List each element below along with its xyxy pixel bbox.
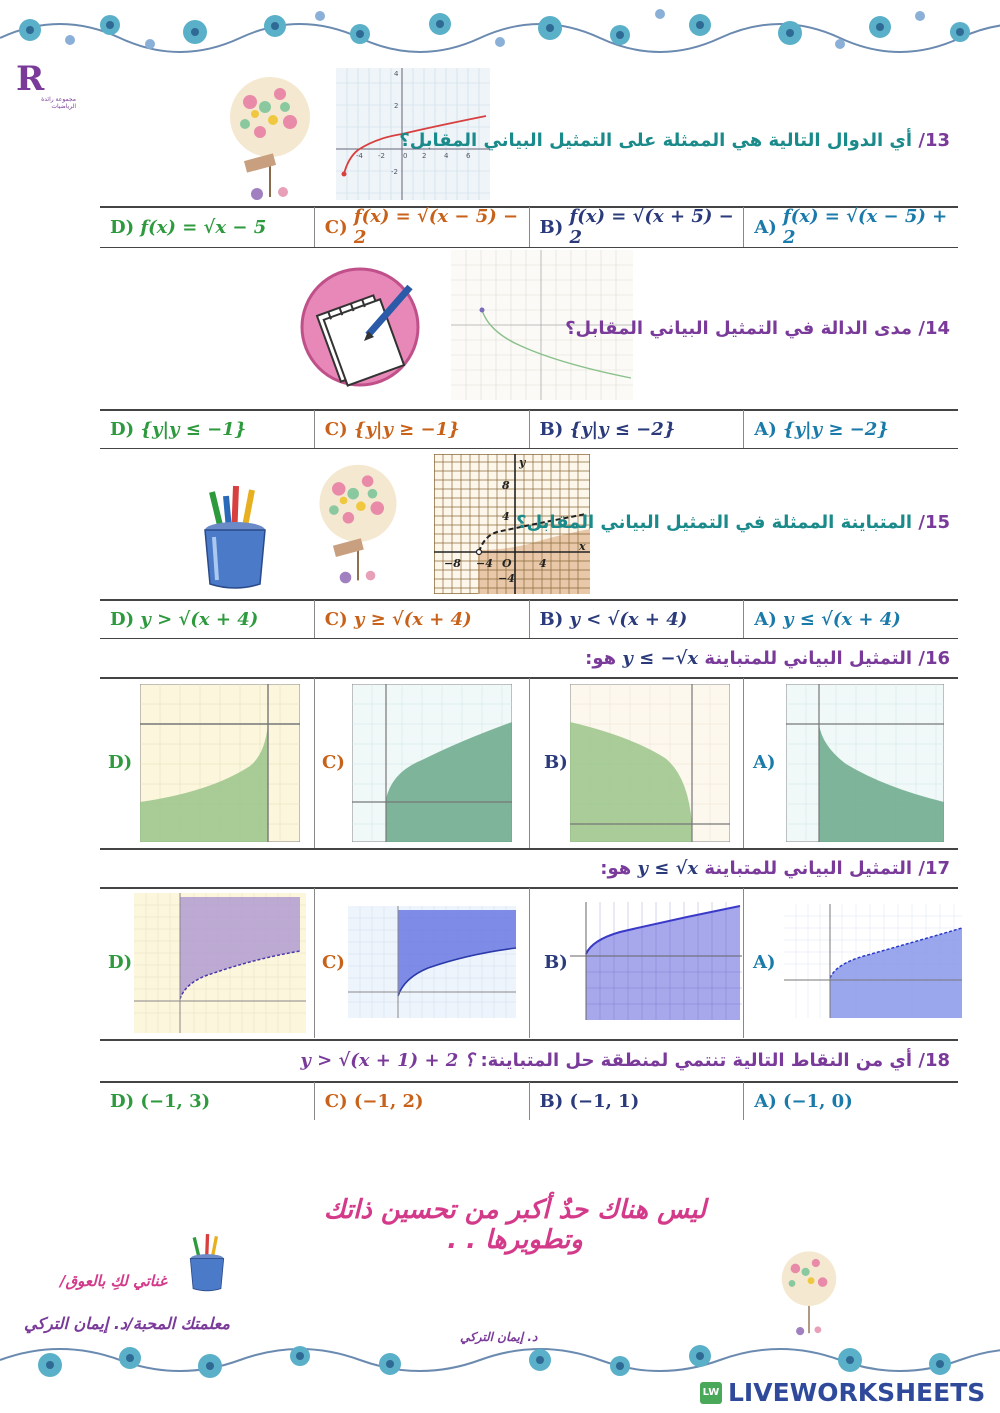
- q18-option-a[interactable]: [744, 1082, 958, 1120]
- q13-options: [100, 207, 958, 248]
- q17-inequality: y ≤ √x: [637, 858, 699, 879]
- q17-graph-a: [784, 904, 962, 1018]
- q15-option-c[interactable]: [315, 600, 530, 638]
- q13-number: 13/: [918, 130, 950, 151]
- q17-graph-c: [348, 906, 516, 1018]
- pencil-cup-icon: [190, 482, 280, 594]
- q13-xtick: 6: [466, 152, 471, 160]
- option-label: B): [539, 608, 564, 630]
- footer-center-signature: د. إيمان التركي: [460, 1330, 538, 1344]
- q16-suffix: هو:: [585, 648, 617, 669]
- option-expr: (−1, 1): [569, 1090, 640, 1112]
- logo-caption: مجموعة رائدة الرياضيات: [41, 96, 76, 110]
- q15-ytick: −4: [498, 572, 515, 585]
- q15-xtick: −8: [444, 557, 461, 570]
- option-expr: {y|y ≥ −1}: [353, 418, 460, 440]
- option-label: B): [539, 418, 564, 440]
- q15-xtick: −4: [476, 557, 493, 570]
- logo-letter: R: [16, 59, 45, 99]
- option-label: D): [110, 608, 135, 630]
- q15-option-a[interactable]: [744, 600, 958, 638]
- liveworksheets-brand[interactable]: [700, 1378, 985, 1407]
- q18-options: [100, 1082, 958, 1120]
- motto-text: ليس هناك حدٌ أكبر من تحسين ذاتك وتطويرها . .: [323, 1195, 707, 1255]
- option-expr: f(x) = √x − 5: [140, 216, 267, 238]
- q16-inequality: y ≤ −√x: [622, 648, 699, 669]
- q16-label-a: A): [753, 752, 776, 773]
- option-label: D): [110, 1090, 135, 1112]
- q13-xtick: 2: [422, 152, 427, 160]
- q13-ytick: 2: [394, 102, 399, 110]
- option-expr: y < √(x + 4): [569, 608, 688, 630]
- q15-options: [100, 600, 958, 639]
- q14-option-d[interactable]: [100, 410, 315, 448]
- flower-bouquet-image: [225, 72, 315, 207]
- logo: [16, 59, 76, 114]
- option-expr: f(x) = √(x + 5) − 2: [569, 206, 734, 248]
- option-label: A): [754, 418, 777, 440]
- q15-xtick: O: [502, 557, 512, 570]
- q13-option-c[interactable]: [315, 207, 530, 247]
- pencil-cup-icon: [182, 1228, 232, 1298]
- q17-label-d: D): [108, 952, 133, 973]
- brand-text: LIVEWORKSHEETS: [728, 1378, 986, 1407]
- q17-question: [600, 858, 950, 879]
- q13-option-d[interactable]: [100, 207, 315, 247]
- q18-number: 18/: [918, 1050, 950, 1071]
- flower-bouquet-image: [778, 1248, 840, 1340]
- q13-option-a[interactable]: [744, 207, 958, 247]
- notepad-icon: [298, 265, 423, 395]
- q16-label-c: C): [322, 752, 345, 773]
- q17-label-c: C): [322, 952, 345, 973]
- option-expr: f(x) = √(x − 5) − 2: [353, 206, 519, 248]
- liveworksheets-logo-icon: LW: [700, 1382, 722, 1404]
- q13-option-b[interactable]: [530, 207, 745, 247]
- q14-option-a[interactable]: [744, 410, 958, 448]
- q16-graph-d: [140, 684, 300, 842]
- q18-option-d[interactable]: [100, 1082, 315, 1120]
- footer-line2: معلمتك المحبة/د. إيمان التركي: [24, 1314, 230, 1333]
- q13-xtick: 0: [403, 152, 408, 160]
- q17-label-b: B): [544, 952, 568, 973]
- q16-graph-b: [570, 684, 730, 842]
- divider: [100, 848, 958, 850]
- q15-option-b[interactable]: [530, 600, 745, 638]
- q16-question: [585, 648, 950, 669]
- q13-text: أي الدوال التالية هي الممثلة على التمثيل البياني المقابل؟: [399, 130, 913, 151]
- q18-option-b[interactable]: [530, 1082, 745, 1120]
- option-label: C): [324, 608, 348, 630]
- option-label: C): [324, 418, 348, 440]
- q17-graph-d: [134, 893, 306, 1033]
- option-expr: {y|y ≥ −2}: [783, 418, 889, 440]
- q16-number: 16/: [918, 648, 950, 669]
- q14-question: [565, 318, 950, 339]
- q18-question: [300, 1050, 950, 1071]
- footer-line1: غناتي لكِ بالعوق/: [60, 1272, 167, 1290]
- q16-label-b: B): [544, 752, 568, 773]
- q14-text: مدى الدالة في التمثيل البياني المقابل؟: [565, 318, 913, 339]
- q15-ytick: 8: [502, 479, 510, 492]
- q15-question: [516, 512, 950, 533]
- q13-ytick: 4: [394, 70, 399, 78]
- option-label: B): [539, 1090, 564, 1112]
- option-label: C): [324, 1090, 348, 1112]
- option-expr: (−1, 0): [783, 1090, 853, 1112]
- option-expr: (−1, 3): [140, 1090, 211, 1112]
- q14-option-c[interactable]: [315, 410, 530, 448]
- option-label: C): [324, 216, 348, 238]
- option-label: A): [754, 216, 777, 238]
- option-expr: y > √(x + 4): [140, 608, 259, 630]
- option-expr: {y|y ≤ −2}: [569, 418, 676, 440]
- q14-number: 14/: [918, 318, 950, 339]
- q15-number: 15/: [918, 512, 950, 533]
- option-expr: (−1, 2): [353, 1090, 424, 1112]
- q17-graph-b: [570, 902, 742, 1020]
- top-floral-border: [0, 0, 1000, 60]
- q15-xtick: 4: [539, 557, 547, 570]
- q17-text: التمثيل البياني للمتباينة: [704, 858, 913, 879]
- q14-option-b[interactable]: [530, 410, 745, 448]
- divider: [100, 1039, 958, 1041]
- q13-xtick: 4: [444, 152, 449, 160]
- q16-text: التمثيل البياني للمتباينة: [704, 648, 913, 669]
- q15-xtick: x: [579, 540, 586, 553]
- q18-option-c[interactable]: [315, 1082, 530, 1120]
- q13-xtick: -4: [356, 152, 363, 160]
- q17-number: 17/: [918, 858, 950, 879]
- q15-text: المتباينة الممثلة في التمثيل البياني المقابل؟: [516, 512, 913, 533]
- q13-xtick: -2: [378, 152, 385, 160]
- option-expr: f(x) = √(x − 5) + 2: [783, 206, 948, 248]
- q16-graph-c: [352, 684, 512, 842]
- option-expr: y ≥ √(x + 4): [353, 608, 472, 630]
- option-label: A): [754, 608, 777, 630]
- option-label: B): [539, 216, 564, 238]
- q17-suffix: هو:: [600, 858, 632, 879]
- option-label: D): [110, 216, 135, 238]
- option-label: D): [110, 418, 135, 440]
- option-expr: {y|y ≤ −1}: [140, 418, 247, 440]
- q15-ytick: y: [519, 456, 526, 469]
- option-label: A): [754, 1090, 777, 1112]
- q17-label-a: A): [753, 952, 776, 973]
- q16-graph-a: [786, 684, 944, 842]
- option-expr: y ≤ √(x + 4): [783, 608, 901, 630]
- q13-ytick: -2: [391, 168, 398, 176]
- q16-label-d: D): [108, 752, 133, 773]
- q14-options: [100, 410, 958, 449]
- q15-option-d[interactable]: [100, 600, 315, 638]
- q18-text: أي من النقاط التالية تنتمي لمنطقة حل المتباينة:: [480, 1050, 913, 1071]
- q15-ytick: 4: [502, 510, 510, 523]
- q13-question: [399, 130, 950, 151]
- flower-bouquet-image: [314, 460, 402, 590]
- q18-inequality: y > √(x + 1) + 2 ؟: [300, 1050, 475, 1071]
